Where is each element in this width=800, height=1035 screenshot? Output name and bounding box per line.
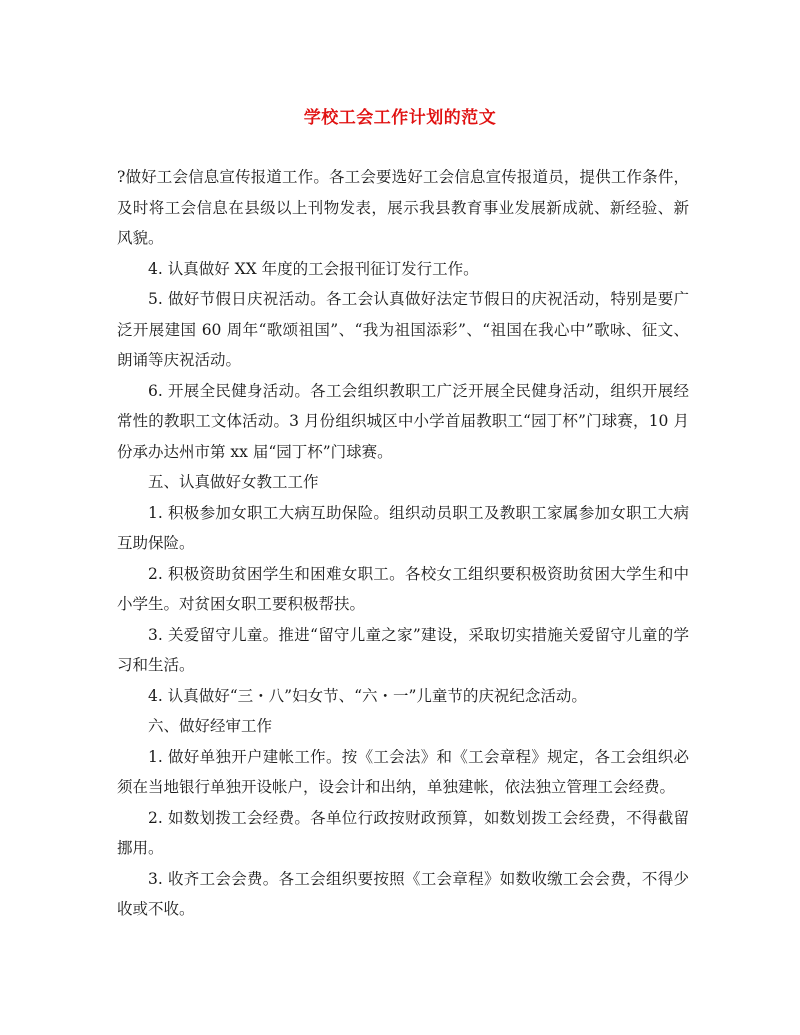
paragraph-audit-item-1: 1. 做好单独开户建帐工作。按《工会法》和《工会章程》规定，各工会组织必须在当地银行单独开设帐户，设会计和出纳，单独建帐，依法独立管理工会经费。 (117, 747, 689, 796)
paragraph-item-5-holidays: 5. 做好节假日庆祝活动。各工会认真做好法定节假日的庆祝活动，特别是要广泛开展建国 60 周年“歌颂祖国”、“我为祖国添彩”、“祖国在我心中”歌咏、征文、朗诵等庆祝活动。 (117, 290, 689, 369)
paragraph-audit-item-3: 3. 收齐工会会费。各工会组织要按照《工会章程》如数收缴工会会费，不得少收或不收。 (117, 869, 689, 918)
paragraph-women-item-1: 1. 积极参加女职工大病互助保险。组织动员职工及教职工家属参加女职工大病互助保险。 (117, 503, 689, 552)
paragraph-women-item-3: 3. 关爱留守儿童。推进“留守儿童之家”建设，采取切实措施关爱留守儿童的学习和生活。 (117, 625, 689, 674)
paragraph-audit-item-2: 2. 如数划拨工会经费。各单位行政按财政预算，如数划拨工会经费，不得截留挪用。 (117, 808, 689, 857)
paragraph-women-item-2: 2. 积极资助贫困学生和困难女职工。各校女工组织要积极资助贫困大学生和中小学生。对贫困女职工要积极帮扶。 (117, 564, 689, 613)
paragraph-women-item-4: 4. 认真做好“三・八”妇女节、“六・一”儿童节的庆祝纪念活动。 (148, 686, 587, 705)
paragraph-publicity: ?做好工会信息宣传报道工作。各工会要选好工会信息宣传报道员，提供工作条件，及时将工会信息在县级以上刊物发表，展示我县教育事业发展新成就、新经验、新风貌。 (117, 168, 689, 247)
paragraph-item-4-subscription: 4. 认真做好 XX 年度的工会报刊征订发行工作。 (148, 259, 479, 278)
section-heading-audit: 六、做好经审工作 (148, 717, 273, 735)
paragraph-item-6-fitness: 6. 开展全民健身活动。各工会组织教职工广泛开展全民健身活动，组织开展经常性的教职工文体活动。3 月份组织城区中小学首届教职工“园丁杯”门球赛，10 月份承办达州市第 xx 届“园丁杯”门球赛。 (117, 381, 689, 461)
section-heading-women-staff: 五、认真做好女教工工作 (148, 473, 319, 491)
document-body (117, 162, 689, 925)
document-title: 学校工会工作计划的范文 (303, 108, 497, 128)
